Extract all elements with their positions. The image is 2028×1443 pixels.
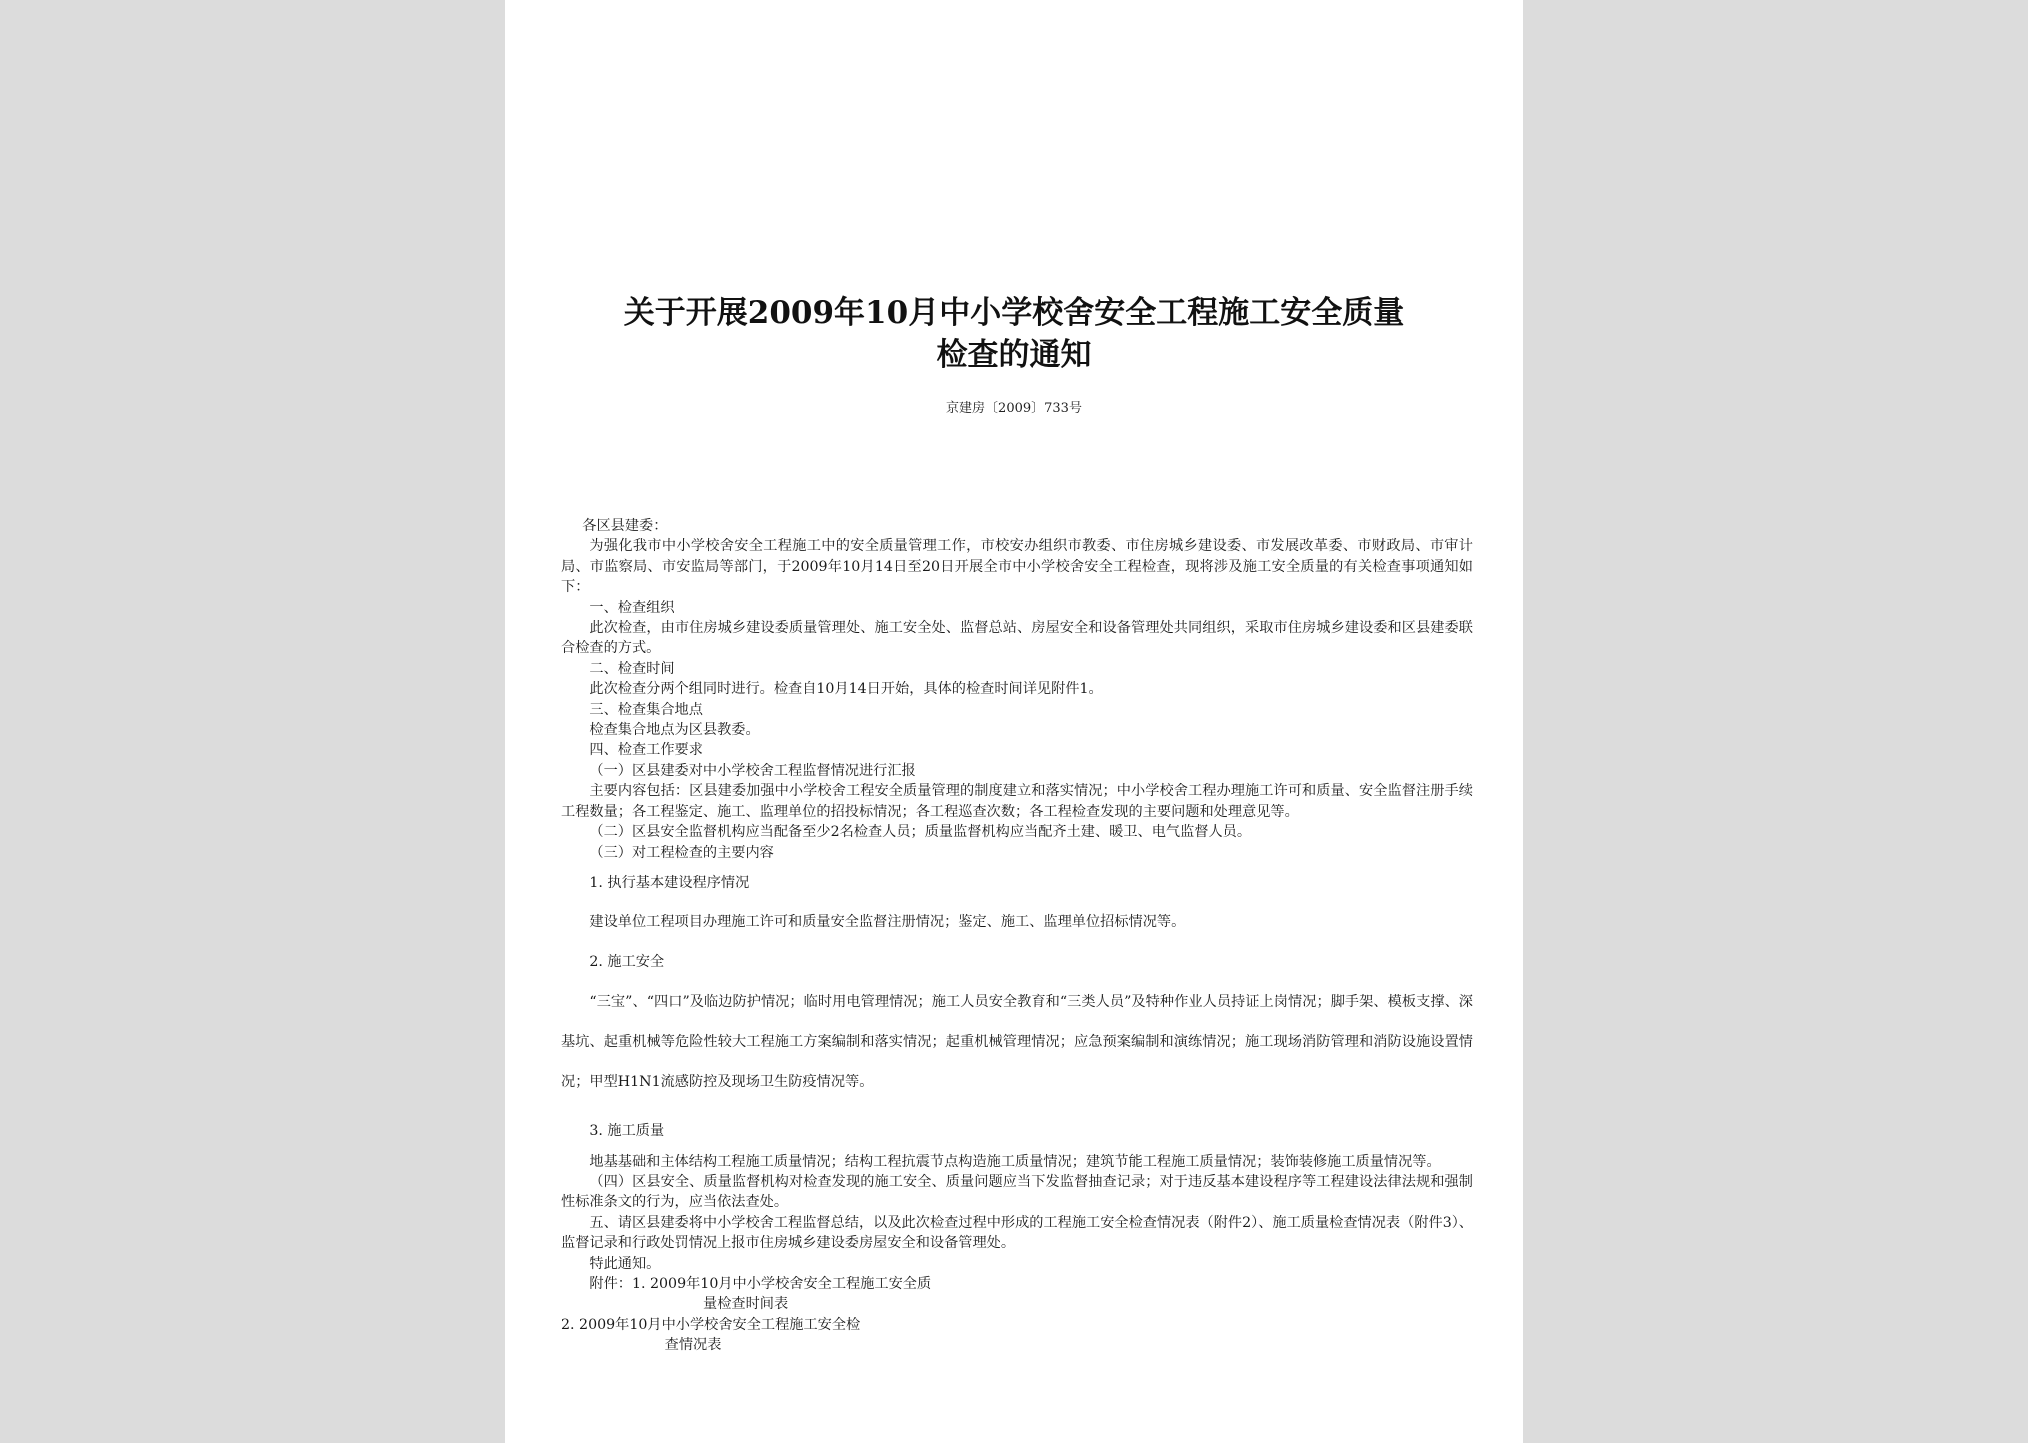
closing-text: 特此通知。 bbox=[589, 1255, 661, 1272]
section-4-3: （三）对工程检查的主要内容 bbox=[589, 844, 774, 861]
attachment-1-line-1: 附件：1. 2009年10月中小学校舍安全工程施工安全质 bbox=[589, 1275, 932, 1292]
section-4-1-heading: （一）区县建委对中小学校舍工程监督情况进行汇报 bbox=[589, 762, 916, 779]
section-3-text: 检查集合地点为区县教委。 bbox=[589, 722, 760, 739]
item-2-text: “三宝”、“四口”及临边防护情况；临时用电管理情况；施工人员安全教育和“三类人员”及特种作业人员持证上岗情况；脚手架、模板支撑、深基坑、起重机械等危险性较大工程施工方案编制和落实情况；起重机械管理情况；应急预案编制和演练情况；施工现场消防管理和消防设施设置情况；甲型H1N1流感防控及现场卫生防疫情况等。 bbox=[561, 994, 1473, 1091]
section-4-4: （四）区县安全、质量监督机构对检查发现的施工安全、质量问题应当下发监督抽查记录；对于违反基本建设程序等工程建设法律法规和强制性标准条文的行为，应当依法查处。 bbox=[561, 1173, 1473, 1211]
salutation: 各区县建委： bbox=[582, 518, 668, 534]
section-5: 五、请区县建委将中小学校舍工程监督总结，以及此次检查过程中形成的工程施工安全检查情况表（附件2）、施工质量检查情况表（附件3）、监督记录和行政处罚情况上报市住房城乡建设委房屋安全和设备管理处。 bbox=[561, 1214, 1473, 1252]
document-number: 京建房〔2009〕733号 bbox=[946, 401, 1082, 416]
item-2-heading: 2. 施工安全 bbox=[589, 953, 665, 970]
section-4-1-text: 主要内容包括：区县建委加强中小学校舍工程安全质量管理的制度建立和落实情况；中小学校舍工程办理施工许可和质量、安全监督注册手续工程数量；各工程鉴定、施工、监理单位的招投标情况；各工程巡查次数；各工程检查发现的主要问题和处理意见等。 bbox=[561, 783, 1473, 820]
attachment-2-line-2: 查情况表 bbox=[664, 1337, 722, 1354]
item-3-heading: 3. 施工质量 bbox=[589, 1123, 665, 1140]
section-2-text: 此次检查分两个组同时进行。检查自10月14日开始，具体的检查时间详见附件1。 bbox=[589, 681, 1103, 698]
title-line-2: 检查的通知 bbox=[936, 337, 1092, 373]
section-1-heading: 一、检查组织 bbox=[589, 599, 675, 616]
intro-paragraph: 为强化我市中小学校舍安全工程施工中的安全质量管理工作，市校安办组织市教委、市住房城乡建设委、市发展改革委、市财政局、市审计局、市监察局、市安监局等部门，于2009年10月14日至20日开展全市中小学校舍安全工程检查，现将涉及施工安全质量的有关检查事项通知如下： bbox=[561, 538, 1473, 596]
section-1-text: 此次检查，由市住房城乡建设委质量管理处、施工安全处、监督总站、房屋安全和设备管理处共同组织，采取市住房城乡建设委和区县建委联合检查的方式。 bbox=[561, 620, 1473, 657]
item-1-text: 建设单位工程项目办理施工许可和质量安全监督注册情况；鉴定、施工、监理单位招标情况等。 bbox=[589, 914, 1186, 931]
document-body bbox=[561, 516, 1473, 1356]
attachment-2-line-1: 2. 2009年10月中小学校舍安全工程施工安全检 bbox=[561, 1316, 861, 1333]
document-page bbox=[505, 0, 1523, 1443]
section-2-heading: 二、检查时间 bbox=[589, 660, 675, 677]
item-3-text: 地基基础和主体结构工程施工质量情况；结构工程抗震节点构造施工质量情况；建筑节能工程施工质量情况；装饰装修施工质量情况等。 bbox=[589, 1153, 1441, 1170]
section-4-2: （二）区县安全监督机构应当配备至少2名检查人员；质量监督机构应当配齐土建、暖卫、电气监督人员。 bbox=[589, 824, 1252, 841]
item-1-heading: 1. 执行基本建设程序情况 bbox=[589, 874, 750, 891]
attachment-1-line-2: 量检查时间表 bbox=[703, 1296, 789, 1313]
section-4-heading: 四、检查工作要求 bbox=[589, 742, 703, 759]
section-3-heading: 三、检查集合地点 bbox=[589, 701, 703, 718]
title-line-1: 关于开展2009年10月中小学校舍安全工程施工安全质量 bbox=[623, 295, 1405, 331]
document-title bbox=[505, 292, 1523, 376]
